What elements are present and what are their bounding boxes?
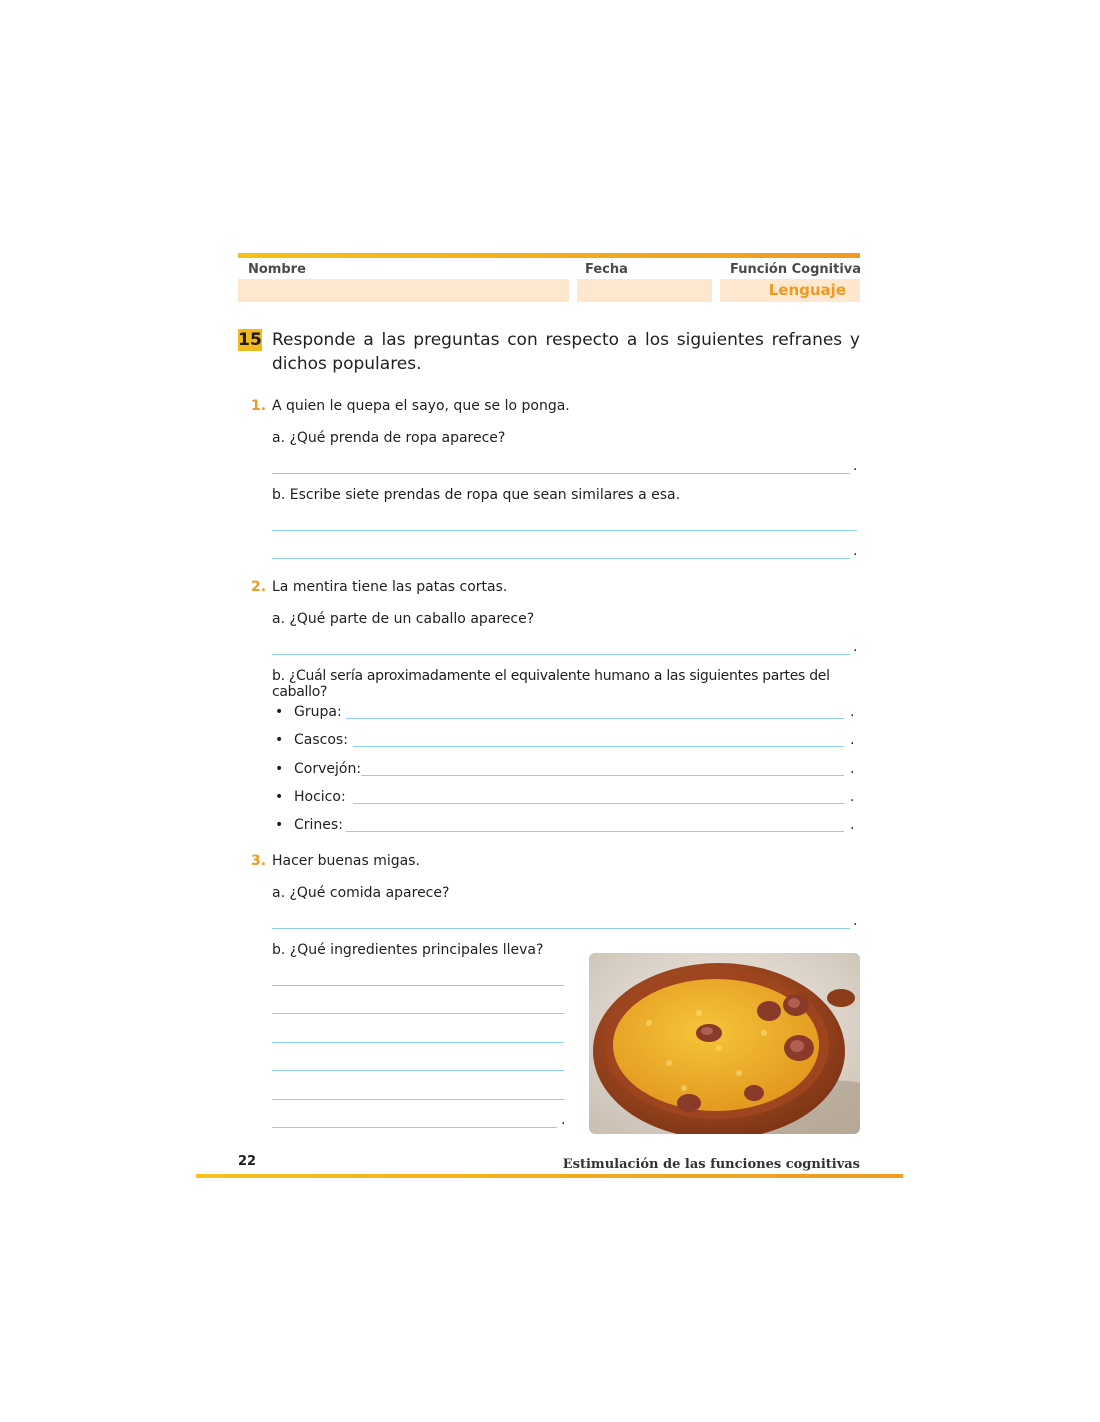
bullet: • bbox=[275, 704, 284, 720]
item-period: . bbox=[850, 789, 855, 805]
item-cascos-label: Cascos: bbox=[294, 732, 348, 748]
bullet: • bbox=[275, 789, 284, 805]
q2-number: 2. bbox=[251, 579, 267, 595]
q2-text: La mentira tiene las patas cortas. bbox=[272, 579, 508, 595]
q1-number: 1. bbox=[251, 398, 267, 414]
q3-b-answer-line-4[interactable] bbox=[272, 1070, 564, 1071]
header-top-bar bbox=[238, 253, 860, 258]
q1-b-answer-line-1[interactable] bbox=[272, 530, 857, 531]
q2-b-text: b. ¿Cuál sería aproximadamente el equivalente humano a las siguientes partes del caballo? bbox=[272, 668, 830, 700]
q3-a-answer-line[interactable] bbox=[272, 928, 850, 929]
q1-text: A quien le quepa el sayo, que se lo ponga. bbox=[272, 398, 570, 414]
item-corvejon-label: Corvejón: bbox=[294, 761, 362, 777]
nombre-label: Nombre bbox=[248, 262, 306, 277]
migas-dish-photo bbox=[589, 953, 860, 1134]
q3-a-period: . bbox=[853, 913, 858, 929]
page-number: 22 bbox=[238, 1154, 257, 1169]
q3-b-answer-line-1[interactable] bbox=[272, 985, 564, 986]
q1-a-answer-line[interactable] bbox=[272, 473, 850, 474]
footer-title: Estimulación de las funciones cognitivas bbox=[562, 1157, 860, 1172]
bullet: • bbox=[275, 761, 284, 777]
item-cascos-line[interactable] bbox=[353, 746, 844, 747]
nombre-field[interactable] bbox=[238, 279, 569, 302]
q1-b-answer-line-2[interactable] bbox=[272, 558, 850, 559]
q3-b-answer-line-6[interactable] bbox=[272, 1127, 557, 1128]
q2-a-period: . bbox=[853, 639, 858, 655]
item-period: . bbox=[850, 761, 855, 777]
fecha-label: Fecha bbox=[585, 262, 628, 277]
item-period: . bbox=[850, 704, 855, 720]
item-crines-line[interactable] bbox=[346, 831, 844, 832]
q2-a-text: a. ¿Qué parte de un caballo aparece? bbox=[272, 611, 535, 627]
item-grupa-line[interactable] bbox=[346, 718, 844, 719]
q3-b-text: b. ¿Qué ingredientes principales lleva? bbox=[272, 942, 544, 958]
exercise-instruction: Responde a las preguntas con respecto a los siguientes refranes y dichos populares. bbox=[272, 330, 860, 374]
item-period: . bbox=[850, 732, 855, 748]
q2-a-answer-line[interactable] bbox=[272, 654, 850, 655]
q3-a-text: a. ¿Qué comida aparece? bbox=[272, 885, 450, 901]
q3-text: Hacer buenas migas. bbox=[272, 853, 420, 869]
item-period: . bbox=[850, 817, 855, 833]
q3-b-answer-line-5[interactable] bbox=[272, 1099, 564, 1100]
q3-b-answer-line-3[interactable] bbox=[272, 1042, 564, 1043]
q1-a-period: . bbox=[853, 458, 858, 474]
funcion-cognitiva-label: Función Cognitiva bbox=[730, 262, 862, 277]
funcion-cognitiva-value: Lenguaje bbox=[720, 279, 860, 302]
item-hocico-line[interactable] bbox=[353, 803, 844, 804]
item-hocico-label: Hocico: bbox=[294, 789, 346, 805]
q1-a-text: a. ¿Qué prenda de ropa aparece? bbox=[272, 430, 506, 446]
footer-bar bbox=[196, 1174, 903, 1178]
migas-dish-icon bbox=[589, 953, 860, 1134]
q3-b-period: . bbox=[561, 1112, 566, 1128]
bullet: • bbox=[275, 732, 284, 748]
item-grupa-label: Grupa: bbox=[294, 704, 342, 720]
q1-b-text: b. Escribe siete prendas de ropa que sean similares a esa. bbox=[272, 487, 681, 503]
fecha-field[interactable] bbox=[577, 279, 712, 302]
exercise-number: 15 bbox=[238, 330, 262, 350]
item-corvejon-line[interactable] bbox=[361, 775, 844, 776]
bullet: • bbox=[275, 817, 284, 833]
q3-number: 3. bbox=[251, 853, 267, 869]
q1-b-period: . bbox=[853, 543, 858, 559]
q3-b-answer-line-2[interactable] bbox=[272, 1013, 564, 1014]
item-crines-label: Crines: bbox=[294, 817, 343, 833]
